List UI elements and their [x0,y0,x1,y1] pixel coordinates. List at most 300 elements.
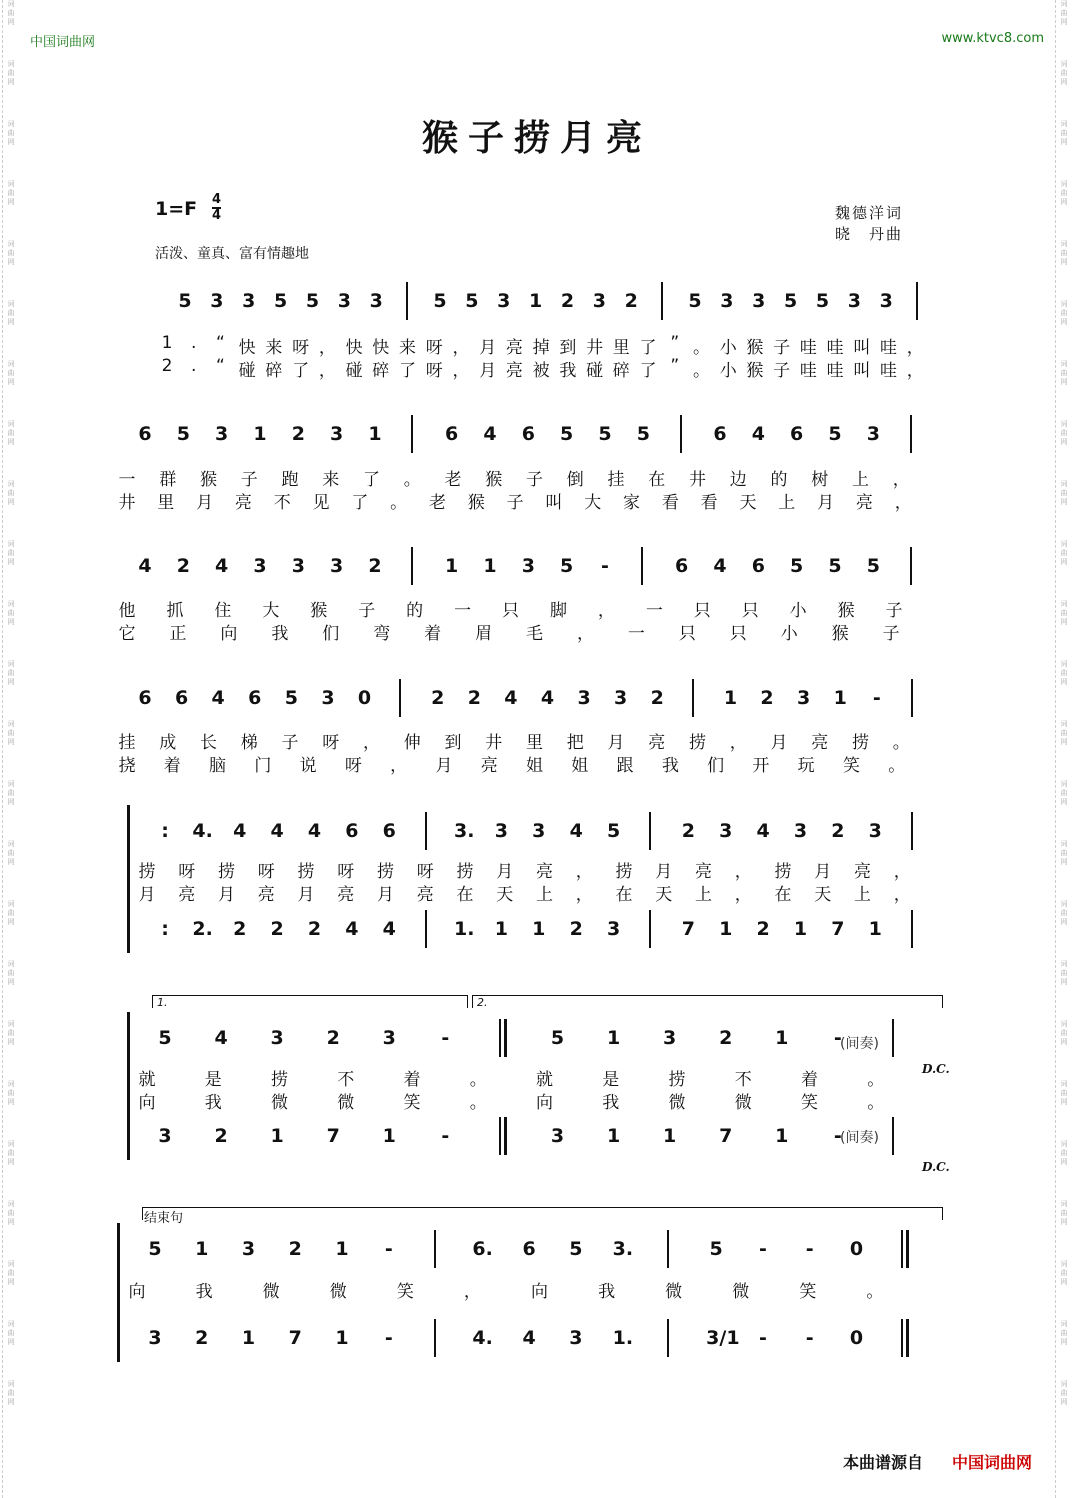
row7-verse1-lyric-char: 向 [531,1282,548,1302]
row5-note: 6 [382,820,396,842]
row4-verse2-lyric-char: 脑 [209,756,227,776]
row2-verse2-lyric-char: 。 [390,493,408,513]
row5-lower-barline [425,910,427,948]
row4-verse1-lyric-char: 亮 [648,733,666,753]
row2-verse2-lyric-char: 亮 [855,493,873,513]
row1-verse2-lyric-char: 碰 [345,361,363,381]
row1-verse1-lyric-char: 呀 [425,338,443,358]
row2-verse2-lyric-char: 看 [700,493,718,513]
side-watermark-text: 词 曲 网 [7,540,15,566]
row3-verse1-lyric-char: 脚 [549,601,567,621]
row7-lower-note: 1 [335,1327,349,1349]
row1-note: 3 [210,290,224,312]
row3-note: 6 [675,555,689,577]
row3-verse1-lyric-char: 猴 [837,601,855,621]
row4-verse1-lyric-char: 里 [526,733,543,753]
row5-note: 3 [793,820,808,842]
row1-verse2-lyric-char: ， [318,361,336,381]
side-watermark-text: 词 曲 网 [7,360,15,386]
row7-note: 3. [612,1238,634,1260]
row6-verse2-lyric-char: 微 [668,1093,686,1113]
row3-note: 4 [713,555,727,577]
row2-verse2-lyric-char: 井 [118,493,136,513]
row1-note: 1 [529,290,543,312]
side-watermark-text: 词 曲 网 [7,60,15,86]
row5-note: 4 [233,820,247,842]
row4-note: 6 [138,687,152,709]
row3-verse1-lyric-char: 只 [741,601,759,621]
row1-note: 5 [784,290,798,312]
side-watermark-left [2,0,19,1498]
row4-verse2-lyric-char: 门 [254,756,272,776]
row3-verse1-lyric-char: 他 [118,601,136,621]
row1-note: 3 [369,290,383,312]
row5-verse2-lyric-char: 在 [615,885,633,905]
row7-note: 5 [148,1238,162,1260]
side-watermark-text: 词 曲 网 [1060,1320,1068,1346]
row6-verse2-lyric-char: 笑 [403,1093,421,1113]
row4-verse2-lyric-char: 挠 [118,756,136,776]
row1-verse1-lyric-char: 呀 [292,338,310,358]
row5-verse2-lyric-char: 天 [496,885,514,905]
row2-note: 6 [138,423,152,445]
side-watermark-text: 词 曲 网 [1060,1200,1068,1226]
row2-verse1-lyric-char: 老 [444,470,462,490]
row5-verse1-lyric-char: 捞 [615,862,633,882]
row3-verse2-lyric-char: ， [576,624,594,644]
row2-note: 1 [368,423,382,445]
row1-verse1-lyric-char: ， [906,338,924,358]
row1-verse1-lyric-char: ” [670,333,680,353]
row1-verse1-lyric-char: . [191,333,197,353]
row1-verse1-lyric-char: 亮 [505,338,523,358]
row4-verse2-lyric-char: 开 [752,756,770,776]
side-watermark-text: 词 曲 网 [1060,660,1068,686]
row3-note: 4 [138,555,152,577]
side-watermark-text: 词 曲 网 [1060,540,1068,566]
row2-verse2-lyric-char: 看 [661,493,679,513]
row6-verse1-lyric-char: 不 [337,1070,355,1090]
row1-note: 3 [592,290,606,312]
row1-verse2-lyric-char: 了 [399,361,417,381]
row6-verse2-lyric-char: 我 [602,1093,620,1113]
row5-verse1-lyric-char: ， [893,862,911,882]
row4-note: 1 [723,687,738,709]
row1-note: 5 [465,290,479,312]
row1-verse1-lyric-char: 猴 [746,338,764,358]
row4-note: 3 [577,687,591,709]
row5-verse1-lyric-char: ， [734,862,752,882]
side-watermark-text: 词 曲 网 [7,180,15,206]
row5-verse2-lyric-char: 月 [138,885,156,905]
row1-verse1-lyric-char: 快 [238,338,256,358]
row1-verse2-lyric-char: 了 [292,361,310,381]
row7-verse1-lyric-char: 。 [866,1282,884,1302]
row2-verse2-lyric-char: 子 [506,493,524,513]
row3-verse2-lyric-char: 毛 [526,624,543,644]
row4-verse2-lyric-char: 我 [661,756,679,776]
row5-verse2-lyric-char: 上 [854,885,871,905]
row3-verse2-lyric-char: 子 [882,624,900,644]
row5-lower-note: 1 [793,918,808,940]
row4-verse1-lyric-char: 。 [892,733,910,753]
row4-verse2-lyric-char: 亮 [480,756,498,776]
side-watermark-right [1055,0,1072,1498]
row4-verse1-lyric-char: 把 [566,733,584,753]
row1-verse2-lyric-char: 2 [161,356,173,376]
row3-note: 3 [330,555,344,577]
row4-verse2-lyric-char: 说 [299,756,317,776]
row7-lower-barline [667,1319,669,1357]
row5-lower-note: 2 [307,918,322,940]
time-bottom: 4 [212,208,222,223]
row4-verse1-lyric-char: 挂 [118,733,136,753]
row5-verse1-lyric-char: 捞 [456,862,474,882]
row6-verse1-lyric-char: 捞 [271,1070,288,1090]
row6-lower-note: 3 [550,1125,565,1147]
row7-verse1-lyric-char: 微 [262,1282,280,1302]
row5-lower-note: 2 [756,918,770,940]
side-watermark-text: 词 曲 网 [1060,60,1068,86]
row5-verse1-lyric-char: 月 [655,862,673,882]
row2-verse1-lyric-char: 一 [118,470,136,490]
row5-note: 4 [569,820,583,842]
volta-1: 1. [152,995,468,1008]
row2-verse1-lyric-char: 来 [322,470,340,490]
row5-lower-note: 2 [569,918,583,940]
row3-note: 6 [751,555,765,577]
row4-verse1-lyric-char: 子 [281,733,299,753]
side-watermark-text: 词 曲 网 [7,780,15,806]
row5-lower-note: 7 [681,918,695,940]
side-watermark-text: 词 曲 网 [7,420,15,446]
row4-note: 3 [797,687,811,709]
row7-verse1-lyric-char: 微 [732,1282,750,1302]
row2-verse2-lyric-char: 老 [428,493,446,513]
row1-verse2-lyric-char: 呀 [425,361,443,381]
side-watermark-text: 词 曲 网 [1060,720,1068,746]
row6-note: 3 [270,1027,284,1049]
time-top: 4 [212,192,222,207]
row3-barline [411,547,413,585]
row2-note: 5 [176,423,190,445]
row2-verse2-lyric-char: ， [894,493,912,513]
row2-verse2-lyric-char: 上 [778,493,796,513]
side-watermark-text: 词 曲 网 [7,300,15,326]
row4-verse1-lyric-char: 捞 [852,733,869,753]
row7-lower-barline-end [906,1319,909,1357]
row4-verse2-lyric-char: 跟 [616,756,634,776]
row5-lower-note: 2 [270,918,284,940]
row1-verse1-lyric-char: 小 [719,338,737,358]
row1-note: 3 [847,290,861,312]
row6-verse1-lyric-char: 就 [536,1070,553,1090]
row6-lower-note: 1 [606,1125,621,1147]
row3-note: 1 [483,555,497,577]
row5-verse1-lyric-char: 月 [496,862,514,882]
row1-verse2-lyric-char: 碰 [238,361,256,381]
row5-verse1-lyric-char: 亮 [854,862,871,882]
row4-note: 0 [357,687,372,709]
row1-note: 3 [242,290,256,312]
side-watermark-text: 词 曲 网 [7,660,15,686]
side-watermark-text: 词 曲 网 [7,840,15,866]
row4-note: 6 [248,687,262,709]
row6-lower-note: 1 [382,1125,396,1147]
row2-verse1-lyric-char: 的 [770,470,788,490]
side-watermark-text: 词 曲 网 [1060,300,1068,326]
side-watermark-text: 词 曲 网 [7,480,15,506]
row6-verse1-lyric-char: 就 [138,1070,156,1090]
row6-verse1-lyric-char: 是 [204,1070,222,1090]
row7-lower-note: 0 [849,1327,864,1349]
row6-note: 1 [775,1027,789,1049]
row5-verse1-lyric-char: 亮 [536,862,553,882]
row4-verse1-lyric-char: 月 [607,733,625,753]
row1-verse1-lyric-char: 井 [586,338,604,358]
side-watermark-text: 词 曲 网 [1060,1020,1068,1046]
side-watermark-text: 词 曲 网 [1060,480,1068,506]
row2-verse2-lyric-char: 了 [351,493,369,513]
row5-lower-note: 7 [831,918,845,940]
row2-note: 6 [790,423,804,445]
row7-lower-note: 3/1 [706,1327,740,1349]
row4-verse2-lyric-char: 呀 [344,756,362,776]
row2-verse1-lyric-char: 了 [363,470,380,490]
row5-lower-note: 4 [345,918,359,940]
side-watermark-text: 词 曲 网 [7,1140,15,1166]
row6-note: 1 [606,1027,621,1049]
row5-note: 2 [831,820,845,842]
footer-site: 中国词曲网 [952,1453,1033,1472]
side-watermark-text: 词 曲 网 [1060,360,1068,386]
row5-verse2-lyric-char: 亮 [416,885,434,905]
row1-verse1-lyric-char: 。 [692,338,710,358]
row1-verse1-lyric-char: 哇 [826,338,844,358]
row1-verse2-lyric-char: 叫 [853,361,871,381]
row6-note: - [441,1027,450,1049]
row6-barline [499,1019,501,1057]
row2-note: 1 [253,423,267,445]
row7-verse1-lyric-char: 向 [128,1282,146,1302]
row1-verse1-lyric-char: 子 [773,338,791,358]
row2-note: 4 [483,423,497,445]
row3-verse2-lyric-char: 正 [169,624,187,644]
row1-note: 3 [752,290,766,312]
row1-barline [661,282,663,320]
row7-lower-note: 1. [612,1327,634,1349]
row4-note: 6 [174,687,189,709]
row7-verse1-lyric-char: 微 [329,1282,347,1302]
row5-lower-note: 1 [532,918,546,940]
row7-lower-barline [434,1319,436,1357]
row1-verse1-lyric-char: 里 [612,338,630,358]
side-watermark-text: 词 曲 网 [7,720,15,746]
row7-note: 1 [335,1238,349,1260]
row5-lower-note: : [161,918,169,940]
side-watermark-text: 词 曲 网 [1060,1260,1068,1286]
row4-verse2-lyric-char: 月 [435,756,453,776]
row3-verse1-lyric-char: 大 [262,601,280,621]
row7-verse1-lyric-char: 笑 [799,1282,817,1302]
row7-lower-note: - [384,1327,393,1349]
row2-barline [680,415,682,453]
row6-verse2-lyric-char: 微 [734,1093,752,1113]
row4-verse2-lyric-char: 着 [163,756,181,776]
side-watermark-text: 词 曲 网 [1060,780,1068,806]
row7-lower-note: 3 [148,1327,162,1349]
row1-verse2-lyric-char: 了 [639,361,657,381]
row2-verse2-lyric-char: 叫 [545,493,563,513]
side-watermark-text: 词 曲 网 [1060,900,1068,926]
row1-verse2-lyric-char: 。 [692,361,710,381]
row2-verse1-lyric-char: 井 [689,470,706,490]
row7-lower-barline [901,1319,903,1357]
row3-note: 5 [560,555,574,577]
row3-verse2-lyric-char: 小 [780,624,798,644]
row4-verse1-lyric-char: 到 [444,733,462,753]
row6-verse1-lyric-char: 是 [602,1070,620,1090]
row1-note: 5 [178,290,192,312]
row1-verse2-lyric-char: 子 [773,361,791,381]
row1-verse1-lyric-char: ， [318,338,336,358]
row5-verse1-lyric-char: 呀 [416,862,434,882]
row5-lower-note: 2. [192,918,213,940]
row2-note: 6 [445,423,459,445]
row2-verse1-lyric-char: 上 [852,470,869,490]
row2-verse2-lyric-char: 见 [312,493,330,513]
row5-note: 6 [345,820,359,842]
side-watermark-text: 词 曲 网 [7,600,15,626]
row2-note: 3 [330,423,344,445]
row3-verse1-lyric-char: ， [597,601,615,621]
side-watermark-text: 词 曲 网 [1060,180,1068,206]
row3-verse1-lyric-char: 猴 [310,601,328,621]
row3-note: 1 [445,555,459,577]
row2-note: 3 [215,423,229,445]
row6-verse2-lyric-char: 。 [469,1093,487,1113]
row3-note: 2 [368,555,382,577]
row7-lower-note: 3 [569,1327,583,1349]
row4-verse1-lyric-char: 亮 [811,733,829,753]
row6-verse2-lyric-char: 向 [536,1093,553,1113]
row6-note: 4 [214,1027,228,1049]
row5-verse2-lyric-char: 月 [377,885,394,905]
row2-barline [910,415,912,453]
row6-lower-note: 3 [158,1125,172,1147]
row5-verse2-lyric-char: 亮 [257,885,275,905]
row2-verse2-lyric-char: 猴 [467,493,485,513]
row1-verse1-lyric-char: 哇 [880,338,898,358]
row1-verse1-lyric-char: 1 [161,333,173,353]
row4-verse2-lyric-char: 姐 [571,756,589,776]
row5-verse1-lyric-char: 呀 [257,862,275,882]
side-watermark-text: 词 曲 网 [1060,1080,1068,1106]
row7-note: 5 [709,1238,723,1260]
row5-note: 3 [494,820,509,842]
row1-verse1-lyric-char: 掉 [532,338,550,358]
row1-note: 2 [624,290,638,312]
row2-verse1-lyric-char: 在 [648,470,666,490]
row2-verse1-lyric-char: 边 [729,470,747,490]
row5-verse2-lyric-char: 亮 [337,885,355,905]
row1-note: 3 [497,290,511,312]
row6-verse2-lyric-char: 向 [138,1093,156,1113]
row2-verse1-lyric-char: 子 [526,470,543,490]
row7-note: 3 [241,1238,256,1260]
row5-note: 2 [681,820,695,842]
row4-barline [911,679,913,717]
row5-barline [425,812,427,850]
row2-verse2-lyric-char: 天 [739,493,757,513]
side-watermark-text: 词 曲 网 [1060,1380,1068,1406]
side-watermark-text: 词 曲 网 [1060,120,1068,146]
row5-verse2-lyric-char: 天 [814,885,832,905]
row3-verse1-lyric-char: 小 [789,601,807,621]
site-name: 中国词曲网 [30,35,96,50]
row2-verse2-lyric-char: 月 [817,493,835,513]
row3-note: 4 [215,555,229,577]
row1-note: 3 [879,290,893,312]
row2-verse2-lyric-char: 家 [623,493,641,513]
row3-verse2-lyric-char: 一 [627,624,645,644]
row3-verse1-lyric-char: 的 [406,601,424,621]
row7-brace [117,1223,120,1362]
row5-lower-note: 3 [606,918,621,940]
row3-verse1-lyric-char: 一 [454,601,472,621]
row2-verse1-lyric-char: 群 [159,470,177,490]
row3-verse2-lyric-char: 向 [220,624,238,644]
row1-verse2-lyric-char: 碎 [612,361,630,381]
row6-verse2-lyric-char: 微 [337,1093,355,1113]
row3-note: 3 [521,555,535,577]
row4-note: 3 [321,687,335,709]
row4-note: 4 [211,687,225,709]
row1-note: 5 [305,290,320,312]
row5-verse1-lyric-char: 呀 [337,862,355,882]
row6-verse1-lyric-char: 。 [867,1070,885,1090]
row5-verse2-lyric-char: ， [734,885,752,905]
row6-lower-note: 2 [214,1125,228,1147]
row5-lower-barline [911,910,913,948]
row1-note: 5 [815,290,830,312]
row1-note: 2 [560,290,575,312]
row3-note: 3 [291,555,305,577]
row1-verse1-lyric-char: “ [216,333,225,353]
row5-brace [127,805,130,953]
row6-barline-end [504,1019,507,1057]
row6-barline [892,1019,894,1057]
row4-note: 4 [540,687,555,709]
row2-verse1-lyric-char: 子 [240,470,258,490]
row4-note: 1 [833,687,847,709]
row2-verse2-lyric-char: 里 [157,493,175,513]
row6-verse2-lyric-char: 我 [204,1093,222,1113]
row2-verse1-lyric-char: 猴 [485,470,503,490]
row3-verse2-lyric-char: 它 [118,624,136,644]
row3-note: 2 [176,555,190,577]
side-watermark-text: 词 曲 网 [7,120,15,146]
row5-verse2-lyric-char: ， [575,885,593,905]
side-watermark-text: 词 曲 网 [1060,1140,1068,1166]
row3-verse1-lyric-char: 子 [885,601,903,621]
row5-verse1-lyric-char: ， [575,862,593,882]
row5-verse1-lyric-char: 捞 [377,862,394,882]
row2-verse1-lyric-char: ， [892,470,910,490]
row5-note: 4. [192,820,213,842]
row6-note: 3 [382,1027,396,1049]
row2-verse2-lyric-char: 大 [584,493,602,513]
